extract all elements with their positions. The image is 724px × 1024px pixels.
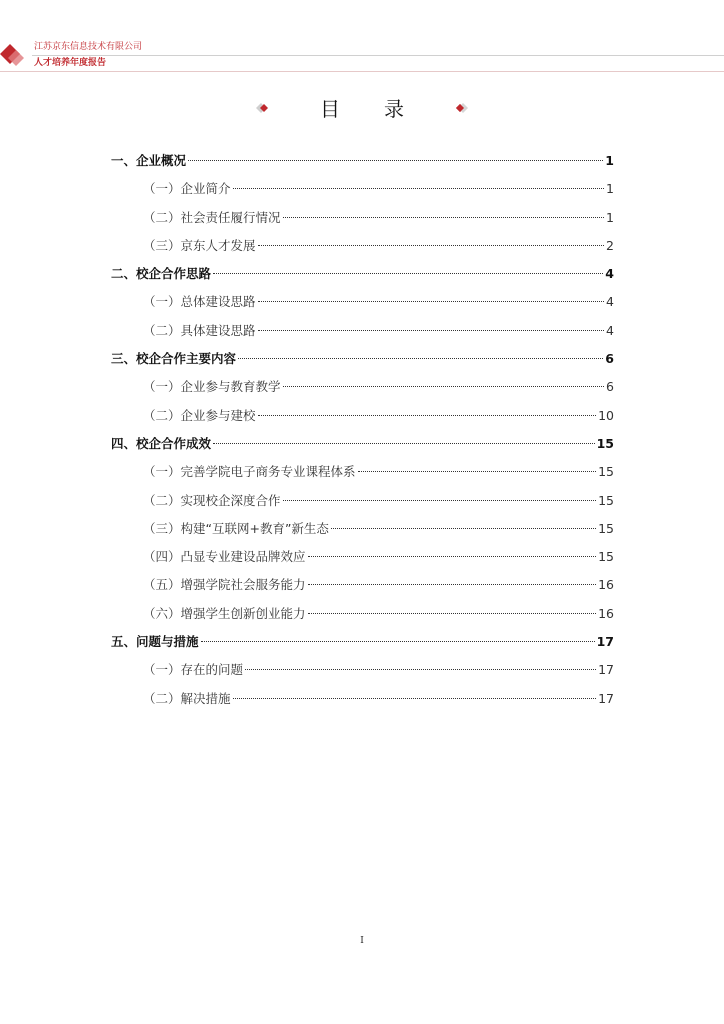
toc-section-entry[interactable] — [111, 628, 614, 656]
toc-dot-leader — [213, 443, 595, 444]
toc-dot-leader — [308, 613, 597, 614]
toc-entry-page-number: 16 — [598, 577, 614, 593]
toc-entry-page-number: 15 — [598, 492, 614, 508]
toc-entry-page-number: 1 — [605, 153, 614, 168]
toc-entry-page-number: 17 — [598, 690, 614, 706]
toc-entry-page-number: 15 — [596, 435, 614, 451]
toc-entry-page-number: 16 — [598, 605, 614, 621]
toc-title-block — [0, 93, 724, 123]
toc-entry-label: 四、校企合作成效 — [111, 435, 212, 451]
header-divider-bottom — [0, 71, 724, 72]
toc-entry-label: （一）企业参与教育教学 — [143, 379, 281, 395]
toc-entry-label: 二、校企合作思路 — [111, 266, 212, 282]
toc-subsection-entry[interactable] — [111, 543, 614, 571]
toc-entry-page-number: 2 — [606, 237, 614, 253]
toc-dot-leader — [238, 358, 603, 359]
toc-dot-leader — [258, 245, 604, 246]
toc-entry-page-number: 10 — [598, 407, 614, 423]
toc-subsection-entry[interactable] — [111, 204, 614, 232]
toc-entry-label: （一）存在的问题 — [143, 662, 244, 678]
toc-entry-label: （一）企业简介 — [143, 181, 231, 197]
toc-dot-leader — [283, 500, 597, 501]
toc-dot-leader — [358, 471, 597, 472]
toc-subsection-entry[interactable] — [111, 317, 614, 345]
toc-dot-leader — [233, 698, 597, 699]
toc-entry-label: 五、问题与措施 — [111, 634, 199, 650]
toc-dot-leader — [213, 273, 603, 274]
toc-section-entry[interactable] — [111, 260, 614, 288]
toc-subsection-entry[interactable] — [111, 288, 614, 316]
toc-subsection-entry[interactable] — [111, 656, 614, 684]
toc-dot-leader — [188, 160, 603, 161]
toc-entry-page-number: 1 — [606, 209, 614, 225]
toc-subsection-entry[interactable] — [111, 685, 614, 713]
diamond-ornament-left-icon — [251, 101, 271, 115]
toc-entry-page-number: 17 — [598, 662, 614, 678]
toc-section-entry[interactable] — [111, 430, 614, 458]
toc-dot-leader — [258, 330, 604, 331]
toc-subsection-entry[interactable] — [111, 402, 614, 430]
toc-dot-leader — [258, 415, 597, 416]
toc-dot-leader — [233, 188, 604, 189]
toc-subsection-entry[interactable] — [111, 600, 614, 628]
toc-dot-leader — [258, 301, 604, 302]
toc-section-entry[interactable] — [111, 345, 614, 373]
toc-dot-leader — [331, 528, 596, 529]
toc-entry-label: （一）总体建设思路 — [143, 294, 256, 310]
toc-dot-leader — [308, 556, 597, 557]
toc-entry-page-number: 4 — [606, 294, 614, 310]
page-number: I — [360, 936, 364, 946]
toc-entry-label: 三、校企合作主要内容 — [111, 351, 237, 367]
toc-entry-label: （二）企业参与建校 — [143, 407, 256, 423]
toc-subsection-entry[interactable] — [111, 175, 614, 203]
toc-subsection-entry[interactable] — [111, 232, 614, 260]
diamond-ornament-right-icon — [453, 101, 473, 115]
header-report-name: 人才培养年度报告 — [34, 58, 107, 68]
toc-entry-page-number: 15 — [598, 520, 614, 536]
toc-entry-label: （四）凸显专业建设品牌效应 — [143, 549, 306, 565]
toc-entry-label: （三）构建“互联网+教育”新生态 — [143, 520, 329, 536]
toc-entry-label: （一）完善学院电子商务专业课程体系 — [143, 464, 356, 480]
toc-subsection-entry[interactable] — [111, 487, 614, 515]
toc-entry-label: （二）社会责任履行情况 — [143, 209, 281, 225]
toc-subsection-entry[interactable] — [111, 458, 614, 486]
header-divider — [32, 55, 724, 56]
table-of-contents — [111, 147, 614, 713]
toc-dot-leader — [201, 641, 595, 642]
toc-entry-page-number: 4 — [605, 266, 614, 282]
toc-entry-page-number: 4 — [606, 322, 614, 338]
toc-subsection-entry[interactable] — [111, 571, 614, 599]
toc-entry-label: （六）增强学生创新创业能力 — [143, 605, 306, 621]
toc-entry-page-number: 15 — [598, 464, 614, 480]
toc-entry-label: （二）解决措施 — [143, 690, 231, 706]
toc-entry-label: 一、企业概况 — [111, 153, 187, 168]
toc-entry-label: （二）实现校企深度合作 — [143, 492, 281, 508]
toc-dot-leader — [283, 217, 604, 218]
toc-entry-label: （二）具体建设思路 — [143, 322, 256, 338]
toc-subsection-entry[interactable] — [111, 515, 614, 543]
toc-title: 目录 — [320, 97, 448, 121]
toc-entry-page-number: 1 — [606, 181, 614, 197]
toc-section-entry[interactable] — [111, 147, 614, 175]
toc-entry-page-number: 6 — [606, 379, 614, 395]
toc-entry-label: （五）增强学院社会服务能力 — [143, 577, 306, 593]
header-company-name: 江苏京东信息技术有限公司 — [34, 42, 143, 52]
toc-dot-leader — [283, 386, 604, 387]
toc-entry-page-number: 15 — [598, 549, 614, 565]
toc-dot-leader — [245, 669, 596, 670]
toc-subsection-entry[interactable] — [111, 373, 614, 401]
company-logo-icon — [0, 42, 28, 70]
toc-entry-page-number: 6 — [605, 351, 614, 367]
toc-dot-leader — [308, 584, 597, 585]
page-header — [0, 38, 724, 70]
toc-entry-page-number: 17 — [596, 634, 614, 650]
toc-entry-label: （三）京东人才发展 — [143, 237, 256, 253]
